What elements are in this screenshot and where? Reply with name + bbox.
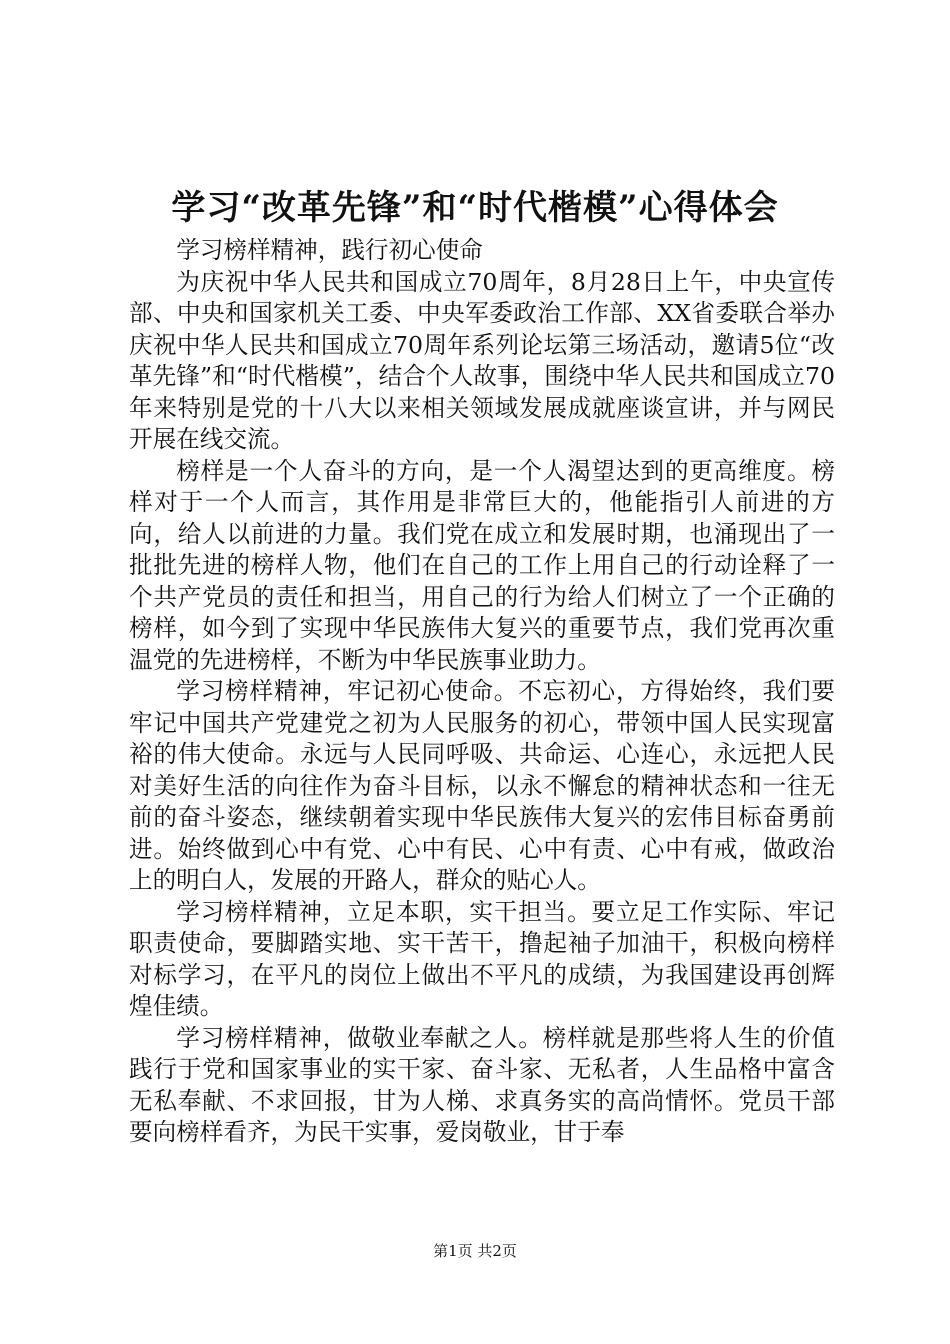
paragraph: 学习榜样精神，做敬业奉献之人。榜样就是那些将人生的价值践行于党和国家事业的实干家、奋斗家、无私者，人生品格中富含无私奉献、不求回报，甘为人梯、求真务实的高尚情怀。党员干部要向榜样看齐，为民干实事，爱岗敬业，甘于奉 [129,1023,835,1146]
paragraph: 学习榜样精神，牢记初心使命。不忘初心，方得始终，我们要牢记中国共产党建党之初为人民服务的初心，带领中国人民实现富裕的伟大使命。永远与人民同呼吸、共命运、心连心，永远把人民对美好生活的向往作为奋斗目标，以永不懈怠的精神状态和一往无前的奋斗姿态，继续朝着实现中华民族伟大复兴的宏伟目标奋勇前进。始终做到心中有党、心中有民、心中有责、心中有戒，做政治上的明白人，发展的开路人，群众的贴心人。 [129,677,835,894]
document-body [129,235,835,1149]
paragraph: 榜样是一个人奋斗的方向，是一个人渴望达到的更高维度。榜样对于一个人而言，其作用是非常巨大的，他能指引人前进的方向，给人以前进的力量。我们党在成立和发展时期，也涌现出了一批批先进的榜样人物，他们在自己的工作上用自己的行动诠释了一个共产党员的责任和担当，用自己的行为给人们树立了一个正确的榜样，如今到了实现中华民族伟大复兴的重要节点，我们党再次重温党的先进榜样，不断为中华民族事业助力。 [129,456,835,674]
page-footer: 第1页 共2页 [433,1242,517,1260]
paragraph: 为庆祝中华人民共和国成立70周年，8月28日上午，中央宣传部、中央和国家机关工委、中央军委政治工作部、XX省委联合举办庆祝中华人民共和国成立70周年系列论坛第三场活动，邀请5位“改革先锋”和“时代楷模”，结合个人故事，围绕中华人民共和国成立70年来特别是党的十八大以来相关领域发展成就座谈宣讲，并与网民开展在线交流。 [129,267,835,453]
paragraph: 学习榜样精神，践行初心使命 [176,236,483,264]
paragraph: 学习榜样精神，立足本职，实干担当。要立足工作实际、牢记职责使命，要脚踏实地、实干苦干，撸起袖子加油干，积极向榜样对标学习，在平凡的岗位上做出不平凡的成绩，为我国建设再创辉煌佳绩。 [129,897,835,1020]
document-title: 学习“改革先锋”和“时代楷模”心得体会 [171,188,779,228]
